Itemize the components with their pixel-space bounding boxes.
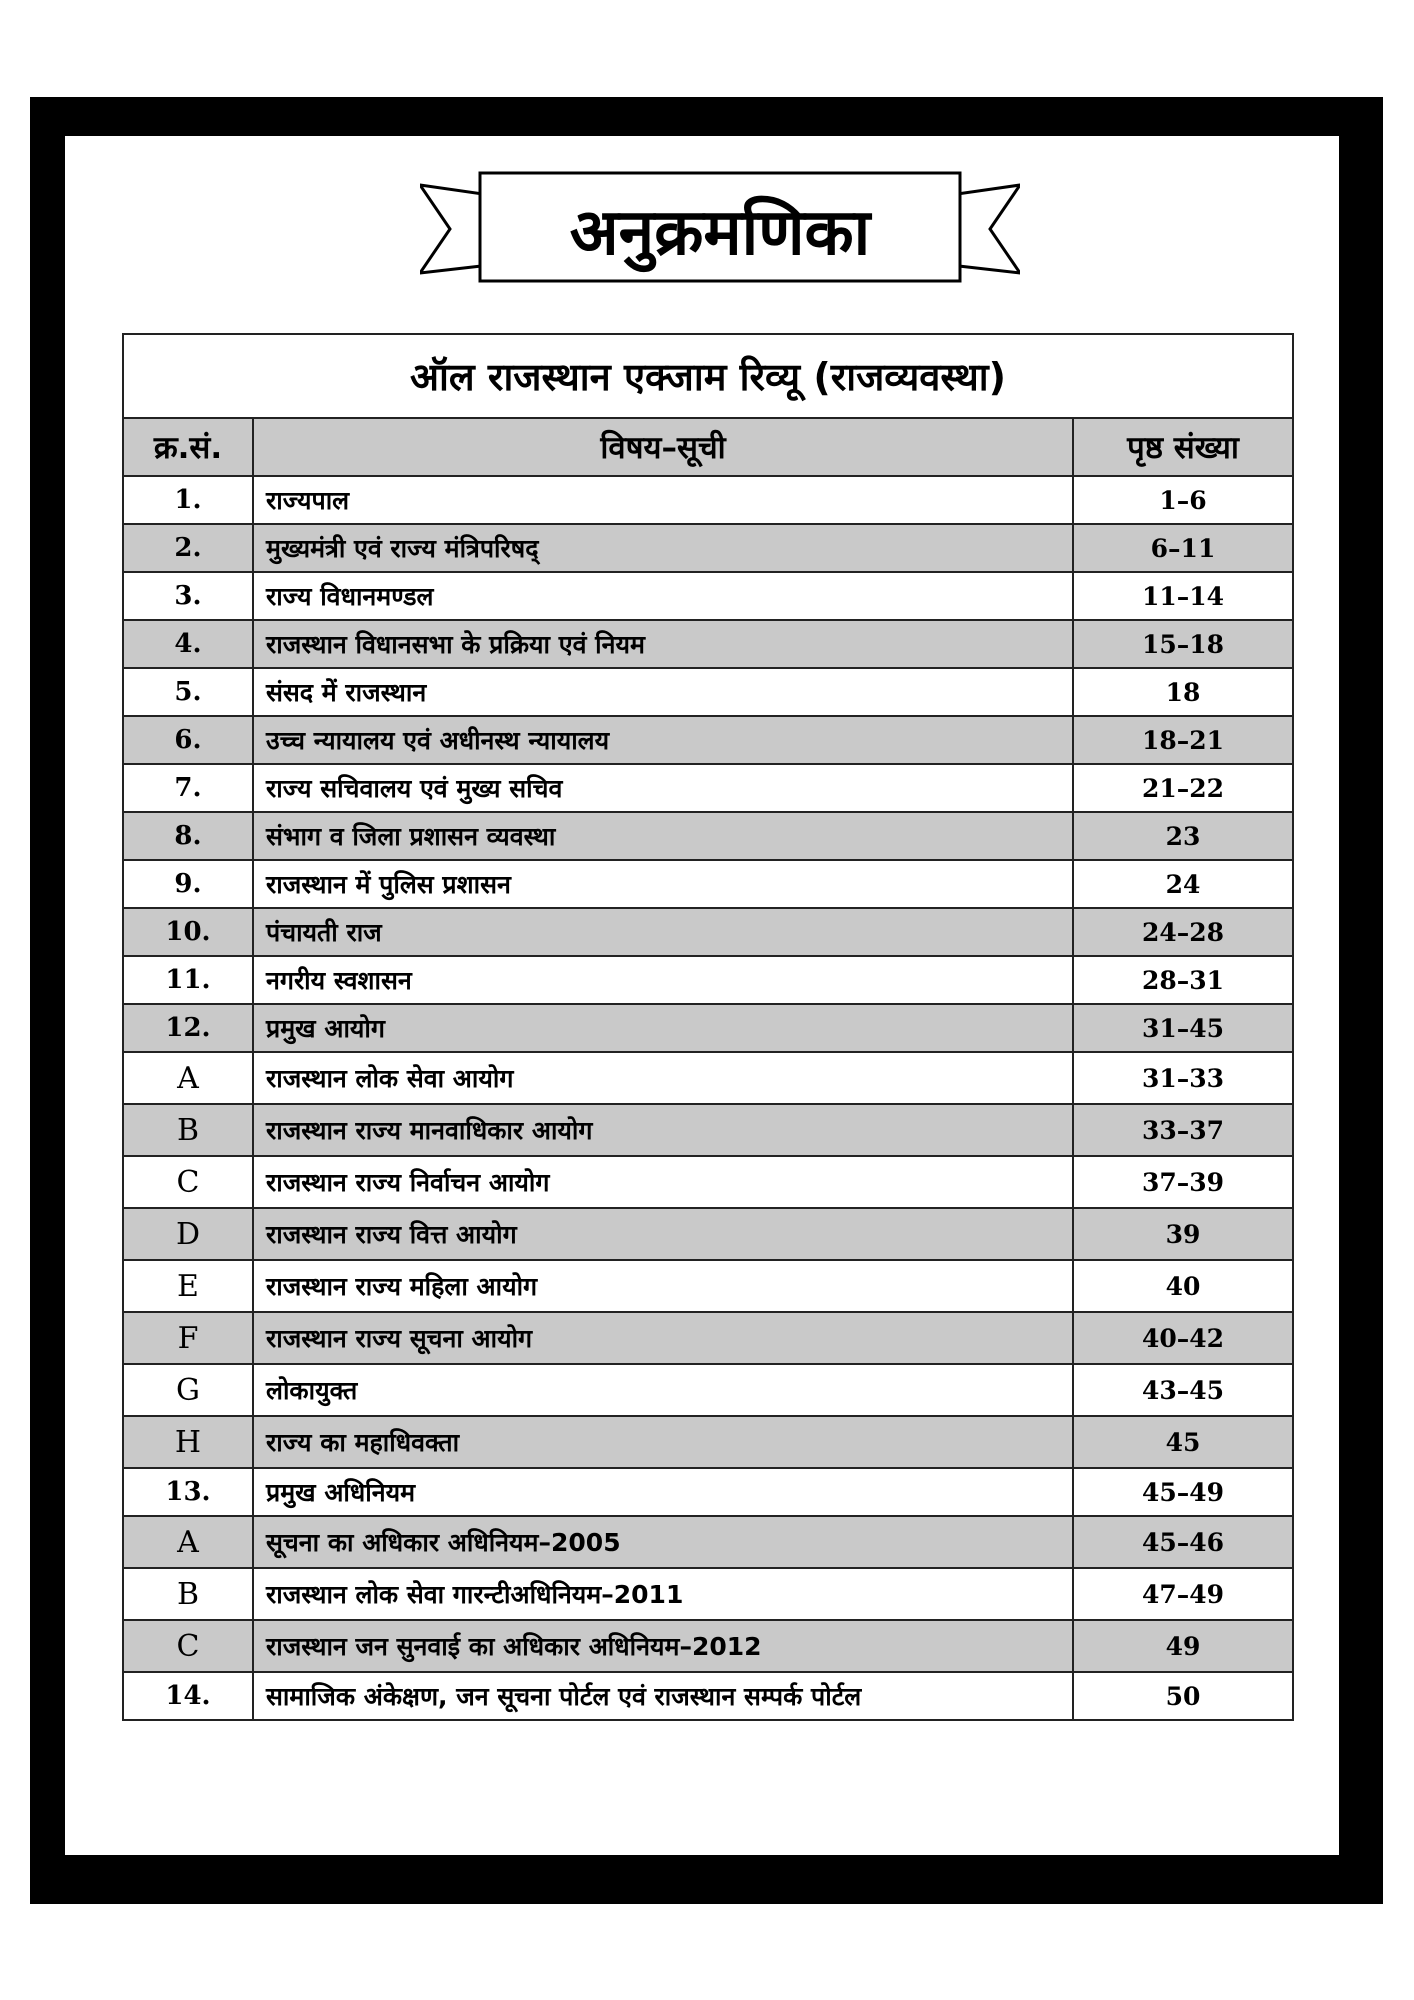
table-row xyxy=(123,764,1293,812)
row-number: H xyxy=(123,1416,253,1468)
row-number: 8. xyxy=(123,812,253,860)
row-number: A xyxy=(123,1052,253,1104)
column-header-number: क्र.सं. xyxy=(123,418,253,476)
row-topic: संभाग व जिला प्रशासन व्यवस्था xyxy=(253,812,1073,860)
row-topic: राजस्थान राज्य निर्वाचन आयोग xyxy=(253,1156,1073,1208)
row-number: A xyxy=(123,1516,253,1568)
row-topic: प्रमुख आयोग xyxy=(253,1004,1073,1052)
table-row xyxy=(123,716,1293,764)
row-number: 11. xyxy=(123,956,253,1004)
row-topic: राजस्थान राज्य मानवाधिकार आयोग xyxy=(253,1104,1073,1156)
row-number: G xyxy=(123,1364,253,1416)
row-pages: 33–37 xyxy=(1073,1104,1293,1156)
table-row xyxy=(123,1416,1293,1468)
table-caption: ऑल राजस्थान एक्जाम रिव्यू (राजव्यवस्था) xyxy=(123,334,1293,418)
table-row xyxy=(123,524,1293,572)
table-row xyxy=(123,1208,1293,1260)
title-banner xyxy=(420,165,1020,295)
row-topic: लोकायुक्त xyxy=(253,1364,1073,1416)
row-topic: सूचना का अधिकार अधिनियम–2005 xyxy=(253,1516,1073,1568)
table-row xyxy=(123,1104,1293,1156)
row-topic: राजस्थान जन सुनवाई का अधिकार अधिनियम–2012 xyxy=(253,1620,1073,1672)
row-pages: 50 xyxy=(1073,1672,1293,1720)
table-row xyxy=(123,1312,1293,1364)
row-topic: राजस्थान में पुलिस प्रशासन xyxy=(253,860,1073,908)
table-row xyxy=(123,1156,1293,1208)
contents-rows xyxy=(123,476,1293,1720)
row-number: 5. xyxy=(123,668,253,716)
row-number: 6. xyxy=(123,716,253,764)
row-pages: 18 xyxy=(1073,668,1293,716)
table-row xyxy=(123,1468,1293,1516)
row-topic: राज्य का महाधिवक्ता xyxy=(253,1416,1073,1468)
table-row xyxy=(123,908,1293,956)
row-pages: 18–21 xyxy=(1073,716,1293,764)
row-number: C xyxy=(123,1156,253,1208)
table-row xyxy=(123,956,1293,1004)
table-row xyxy=(123,620,1293,668)
row-pages: 15–18 xyxy=(1073,620,1293,668)
row-number: 12. xyxy=(123,1004,253,1052)
row-topic: राजस्थान विधानसभा के प्रक्रिया एवं नियम xyxy=(253,620,1073,668)
row-pages: 43–45 xyxy=(1073,1364,1293,1416)
row-pages: 28–31 xyxy=(1073,956,1293,1004)
row-topic: राजस्थान राज्य महिला आयोग xyxy=(253,1260,1073,1312)
row-topic: राज्यपाल xyxy=(253,476,1073,524)
row-pages: 24 xyxy=(1073,860,1293,908)
contents-table xyxy=(122,333,1294,1721)
row-number: 2. xyxy=(123,524,253,572)
row-pages: 11–14 xyxy=(1073,572,1293,620)
table-row xyxy=(123,572,1293,620)
row-topic: राज्य विधानमण्डल xyxy=(253,572,1073,620)
table-row xyxy=(123,1004,1293,1052)
table-row xyxy=(123,476,1293,524)
row-pages: 49 xyxy=(1073,1620,1293,1672)
row-number: B xyxy=(123,1568,253,1620)
table-row xyxy=(123,1364,1293,1416)
table-row xyxy=(123,1052,1293,1104)
row-number: 13. xyxy=(123,1468,253,1516)
row-pages: 40–42 xyxy=(1073,1312,1293,1364)
row-number: 4. xyxy=(123,620,253,668)
table-row xyxy=(123,1568,1293,1620)
table-row xyxy=(123,668,1293,716)
row-topic: उच्च न्यायालय एवं अधीनस्थ न्यायालय xyxy=(253,716,1073,764)
table-row xyxy=(123,1672,1293,1720)
row-topic: राजस्थान राज्य सूचना आयोग xyxy=(253,1312,1073,1364)
column-header-topic: विषय–सूची xyxy=(253,418,1073,476)
row-topic: संसद में राजस्थान xyxy=(253,668,1073,716)
row-number: 9. xyxy=(123,860,253,908)
row-number: E xyxy=(123,1260,253,1312)
row-number: 14. xyxy=(123,1672,253,1720)
row-pages: 31–45 xyxy=(1073,1004,1293,1052)
table-row xyxy=(123,1620,1293,1672)
row-topic: राजस्थान लोक सेवा गारन्टीअधिनियम–2011 xyxy=(253,1568,1073,1620)
row-pages: 47–49 xyxy=(1073,1568,1293,1620)
row-pages: 40 xyxy=(1073,1260,1293,1312)
row-topic: प्रमुख अधिनियम xyxy=(253,1468,1073,1516)
row-pages: 21–22 xyxy=(1073,764,1293,812)
row-pages: 45–46 xyxy=(1073,1516,1293,1568)
row-pages: 1–6 xyxy=(1073,476,1293,524)
column-header-page: पृष्ठ संख्या xyxy=(1073,418,1293,476)
row-topic: राजस्थान राज्य वित्त आयोग xyxy=(253,1208,1073,1260)
row-pages: 31–33 xyxy=(1073,1052,1293,1104)
row-number: D xyxy=(123,1208,253,1260)
row-pages: 39 xyxy=(1073,1208,1293,1260)
row-topic: राज्य सचिवालय एवं मुख्य सचिव xyxy=(253,764,1073,812)
row-topic: नगरीय स्वशासन xyxy=(253,956,1073,1004)
row-number: 3. xyxy=(123,572,253,620)
row-number: C xyxy=(123,1620,253,1672)
row-pages: 45 xyxy=(1073,1416,1293,1468)
table-row xyxy=(123,860,1293,908)
table-row xyxy=(123,1260,1293,1312)
row-number: 7. xyxy=(123,764,253,812)
row-pages: 24–28 xyxy=(1073,908,1293,956)
row-pages: 23 xyxy=(1073,812,1293,860)
row-topic: मुख्यमंत्री एवं राज्य मंत्रिपरिषद् xyxy=(253,524,1073,572)
row-number: B xyxy=(123,1104,253,1156)
row-topic: सामाजिक अंकेक्षण, जन सूचना पोर्टल एवं राजस्थान सम्पर्क पोर्टल xyxy=(253,1672,1073,1720)
row-number: 10. xyxy=(123,908,253,956)
page-title: अनुक्रमणिका xyxy=(569,195,871,270)
row-pages: 45–49 xyxy=(1073,1468,1293,1516)
row-topic: राजस्थान लोक सेवा आयोग xyxy=(253,1052,1073,1104)
row-pages: 37–39 xyxy=(1073,1156,1293,1208)
row-number: F xyxy=(123,1312,253,1364)
table-row xyxy=(123,812,1293,860)
row-pages: 6–11 xyxy=(1073,524,1293,572)
row-number: 1. xyxy=(123,476,253,524)
row-topic: पंचायती राज xyxy=(253,908,1073,956)
table-row xyxy=(123,1516,1293,1568)
